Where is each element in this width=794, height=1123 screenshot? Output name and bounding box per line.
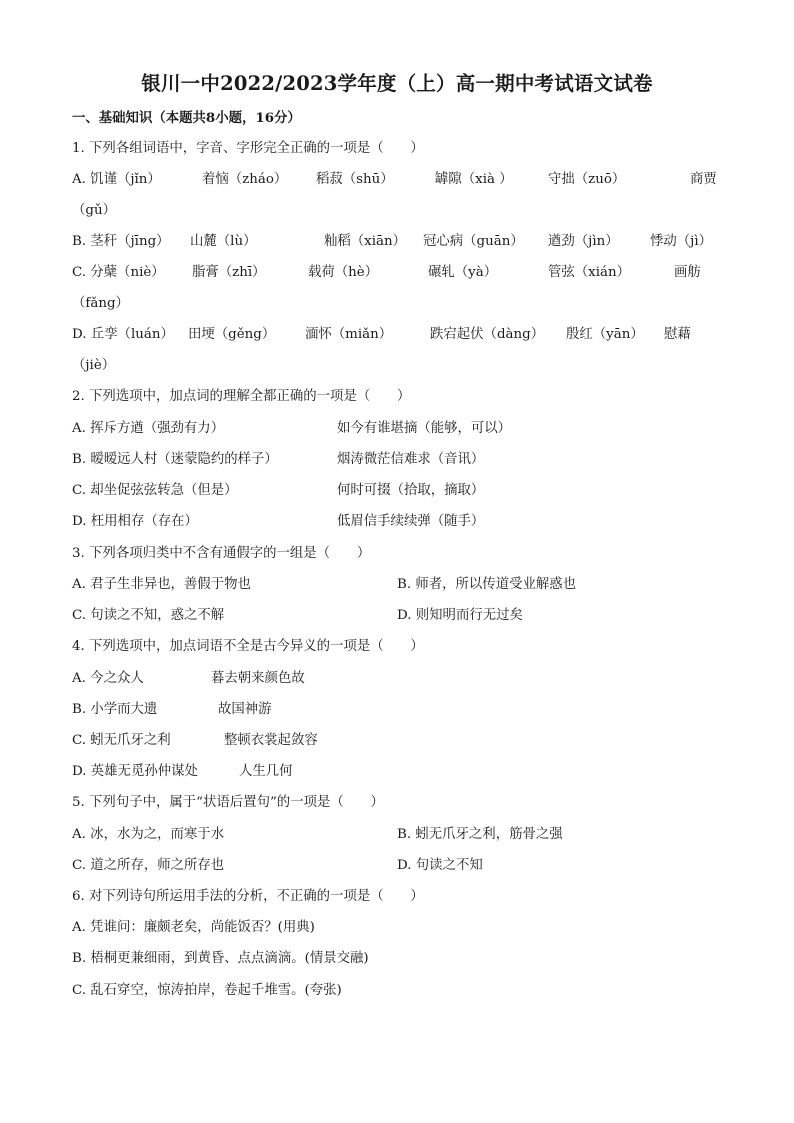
question-1-option-c-cont: （fǎng） — [72, 296, 129, 311]
question-6-option-b: B. 梧桐更兼细雨，到黄昏、点点滴滴。(情景交融) — [72, 951, 369, 966]
question-4-option-b: B. 小学而大遗 故国神游 — [72, 702, 272, 717]
question-1-option-a-cont: （gǔ） — [72, 203, 116, 218]
question-1-option-c: C. 分蘖（niè） 脂膏（zhī） 载荷（hè） 碾轧（yà） 管弦（xián） 画舫 — [72, 265, 701, 280]
question-4-stem: 4. 下列选项中，加点词语不全是古今异义的一项是（ ） — [72, 639, 424, 654]
question-6-stem: 6. 对下列诗句所运用手法的分析，不正确的一项是（ ） — [72, 889, 424, 904]
question-1-option-d: D. 丘孪（luán） 田埂（gěng） 湎怀（miǎn） 跌宕起伏（dàng） 殷红（yān） 慰藉 — [72, 327, 691, 342]
question-5-options-cd: C. 道之所存，师之所存也 D. 句读之不知 — [72, 858, 483, 873]
question-6-option-c: C. 乱石穿空，惊涛拍岸，卷起千堆雪。(夸张) — [72, 983, 342, 998]
question-2-option-b: B. 暧暧远人村（迷蒙隐约的样子） 烟涛微茫信难求（音讯） — [72, 452, 485, 467]
question-6-option-a: A. 凭谁问：廉颇老矣，尚能饭否？(用典) — [72, 920, 315, 935]
question-2-option-d: D. 枉用相存（存在） 低眉信手续续弹（随手） — [72, 514, 485, 529]
question-3-options-cd: C. 句读之不知，惑之不解 D. 则知明而行无过矣 — [72, 608, 523, 623]
question-5-options-ab: A. 冰，水为之，而寒于水 B. 蚓无爪牙之利，筋骨之强 — [72, 827, 563, 842]
question-2-stem: 2. 下列选项中，加点词的理解全都正确的一项是（ ） — [72, 389, 411, 404]
question-1-option-b: B. 茎秆（jīng） 山麓（lù） 籼稻（xiān） 冠心病（guān） 遒劲（jìn） 悸动（jì） — [72, 234, 712, 249]
section-heading: 一、基础知识（本题共8小题，16分） — [72, 110, 301, 126]
page-title: 银川一中2022/2023学年度（上）高一期中考试语文试卷 — [141, 72, 653, 95]
question-2-option-a: A. 挥斥方遒（强劲有力） 如今有谁堪摘（能够，可以） — [72, 421, 512, 436]
question-1-option-a: A. 饥谨（jǐn） 着恼（zháo） 稻菽（shū） 罅隙（xià ） 守拙（zuō） 商贾 — [72, 172, 717, 187]
question-5-stem: 5. 下列句子中，属于“状语后置句”的一项是（ ） — [72, 795, 384, 810]
question-4-option-d: D. 英雄无觅孙仲谋处 人生几何 — [72, 764, 293, 779]
question-1-stem: 1. 下列各组词语中，字音、字形完全正确的一项是（ ） — [72, 141, 424, 156]
question-4-option-a: A. 今之众人 暮去朝来颜色故 — [72, 671, 305, 686]
question-4-option-c: C. 蚓无爪牙之利 整顿衣裳起敛容 — [72, 733, 318, 748]
question-3-options-ab: A. 君子生非异也，善假于物也 B. 师者，所以传道受业解惑也 — [72, 577, 577, 592]
question-3-stem: 3. 下列各项归类中不含有通假字的一组是（ ） — [72, 546, 371, 561]
question-1-option-d-cont: （jiè） — [72, 358, 116, 373]
question-2-option-c: C. 却坐促弦弦转急（但是） 何时可掇（拾取，摘取） — [72, 483, 485, 498]
